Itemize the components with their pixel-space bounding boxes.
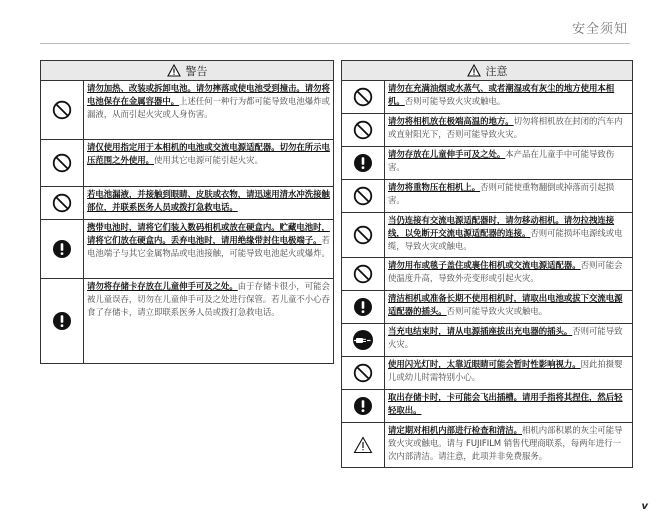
prohibition-icon (342, 180, 385, 212)
row-text (385, 114, 632, 146)
row-emphasis-text: 请定期对相机内部进行检查和清洁。 (388, 425, 522, 435)
row-emphasis-text: 请勿在充满油烟或水蒸气、或者潮湿或有灰尘的地方使用本相机。 (388, 83, 615, 106)
warning-table-header (41, 61, 333, 81)
row-text (385, 423, 632, 467)
unplug-icon (342, 324, 385, 356)
row-emphasis-text: 若电池漏液，并接触到眼睛、皮肤或衣物，请迅速用清水冲洗接触部位，并联系医务人员或拨打急救电话。 (87, 189, 330, 212)
caution-icon (342, 423, 385, 467)
prohibition-icon (41, 81, 84, 139)
caution-rows (342, 81, 632, 467)
row-emphasis-text: 请勿用布或毯子盖住或裹住相机或交流电源适配器。 (388, 260, 581, 270)
warning-table-title: 警告 (185, 64, 208, 78)
prohibition-icon (41, 187, 84, 219)
table-row (342, 81, 632, 114)
row-emphasis-text: 请勿存放在儿童伸手可及之处。 (388, 149, 506, 159)
table-row (41, 140, 333, 187)
page-title: 安全须知 (571, 22, 628, 37)
row-body-text: 本产品在儿童手中可能导致伤害。 (388, 149, 615, 172)
caution-table-title: 注意 (485, 64, 508, 78)
row-emphasis-text: 当充电结束时，请从电源插座拔出充电器的插头。 (388, 326, 573, 336)
table-row (342, 357, 632, 390)
row-body-text: 使用其它电源可能引起火灾。 (154, 155, 263, 165)
row-text (84, 220, 333, 278)
table-row (41, 220, 333, 279)
row-text (84, 140, 333, 186)
prohibition-icon (41, 140, 84, 186)
row-emphasis-text: 请勿加热、改装或拆卸电池。请勿摔落或使电池受到撞击。请勿将电池保存在金属容器中。 (87, 83, 330, 106)
row-text (385, 147, 632, 179)
row-text (385, 258, 632, 290)
row-body-text: 否则可能导致火灾或触电。 (404, 96, 506, 106)
table-row (41, 187, 333, 220)
row-text (84, 187, 333, 219)
table-row (342, 147, 632, 180)
row-text (385, 81, 632, 113)
row-body-text: 因此拍摄婴儿或幼儿时需特别小心。 (388, 359, 623, 382)
row-text (385, 180, 632, 212)
caution-table (341, 60, 633, 468)
row-text (385, 291, 632, 323)
row-text (385, 357, 632, 389)
row-text (385, 390, 632, 422)
page-number: v (641, 501, 648, 512)
row-body-text: 切勿将相机放在封闭的汽车内或直射阳光下，否则可能导致火灾。 (388, 116, 623, 139)
row-text (84, 81, 333, 139)
row-body-text: 否则可能损坏电源线或电缆，导致火灾或触电。 (388, 228, 623, 251)
row-body-text: 否则可能会使温度升高，导致外壳变形或引起火灾。 (388, 260, 623, 283)
row-emphasis-text: 携带电池时，请将它们装入数码相机或放在硬盒内。贮藏电池时，请将它们放在硬盒内。丢弃电池时，请用绝缘带封住电极端子。 (87, 222, 330, 245)
row-body-text: 否则可能使重物翻倒或掉落而引起损害。 (388, 182, 615, 205)
prohibition-icon (342, 114, 385, 146)
table-row (342, 291, 632, 324)
mandatory-icon (41, 279, 84, 363)
table-row (342, 390, 632, 423)
row-emphasis-text: 取出存储卡时，卡可能会飞出插槽。请用手指将其捏住，然后轻轻取出。 (388, 392, 623, 415)
row-emphasis-text: 清洁相机或准备长期不使用相机时，请取出电池或拔下交流电源适配器的插头。 (388, 293, 623, 316)
table-row (342, 213, 632, 258)
table-row (342, 423, 632, 467)
row-text (385, 324, 632, 356)
caution-table-header (342, 61, 632, 81)
row-body-text: 由于存储卡很小，可能会被儿童误吞，切勿在儿童伸手可及之处进行保管。若儿童不小心吞食了存储卡，请立即联系医务人员或拨打急救电话。 (87, 281, 330, 317)
warning-table (40, 60, 334, 364)
warning-rows (41, 81, 333, 363)
warning-triangle-icon (167, 64, 181, 77)
prohibition-icon (342, 81, 385, 113)
prohibition-icon (342, 213, 385, 257)
table-row (342, 324, 632, 357)
row-body-text: 上述任何一种行为都可能导致电池爆炸或漏液，从而引起火灾或人身伤害。 (87, 96, 330, 119)
row-text (84, 279, 333, 363)
table-row (342, 180, 632, 213)
table-row (41, 81, 333, 140)
row-emphasis-text: 请勿将重物压在相机上。 (388, 182, 481, 192)
warning-triangle-icon (467, 64, 481, 77)
row-text (385, 213, 632, 257)
mandatory-icon (342, 390, 385, 422)
row-emphasis-text: 请勿将存储卡存放在儿童伸手可及之处。 (87, 281, 238, 291)
row-body-text: 相机内部积累的灰尘可能导致火灾或触电。请与 FUJIFILM 销售代理商联系，每两年进行一次内部清洁。请注意，此项并非免费服务。 (388, 425, 623, 461)
table-row (41, 279, 333, 363)
row-body-text: 否则可能导致火灾。 (388, 326, 623, 349)
row-emphasis-text: 请勿将相机放在极端高温的地方。 (388, 116, 514, 126)
prohibition-icon (342, 258, 385, 290)
row-emphasis-text: 当仍连接有交流电源适配器时，请勿移动相机。请勿拉拽连接线，以免断开交流电源适配器的连接。 (388, 215, 615, 238)
header-divider (40, 43, 630, 44)
mandatory-icon (41, 220, 84, 278)
table-row (342, 258, 632, 291)
table-row (342, 114, 632, 147)
row-emphasis-text: 请仅使用指定用于本相机的电池或交流电源适配器。切勿在所示电压范围之外使用。 (87, 142, 330, 165)
row-body-text: 若电池端子与其它金属物品或电池接触，可能导致电池起火或爆炸。 (87, 235, 330, 258)
row-emphasis-text: 使用闪光灯时，太靠近眼睛可能会暂时性影响视力。 (388, 359, 581, 369)
row-body-text: 否则可能导致火灾或触电。 (446, 306, 548, 316)
mandatory-icon (342, 147, 385, 179)
mandatory-icon (342, 291, 385, 323)
prohibition-icon (342, 357, 385, 389)
